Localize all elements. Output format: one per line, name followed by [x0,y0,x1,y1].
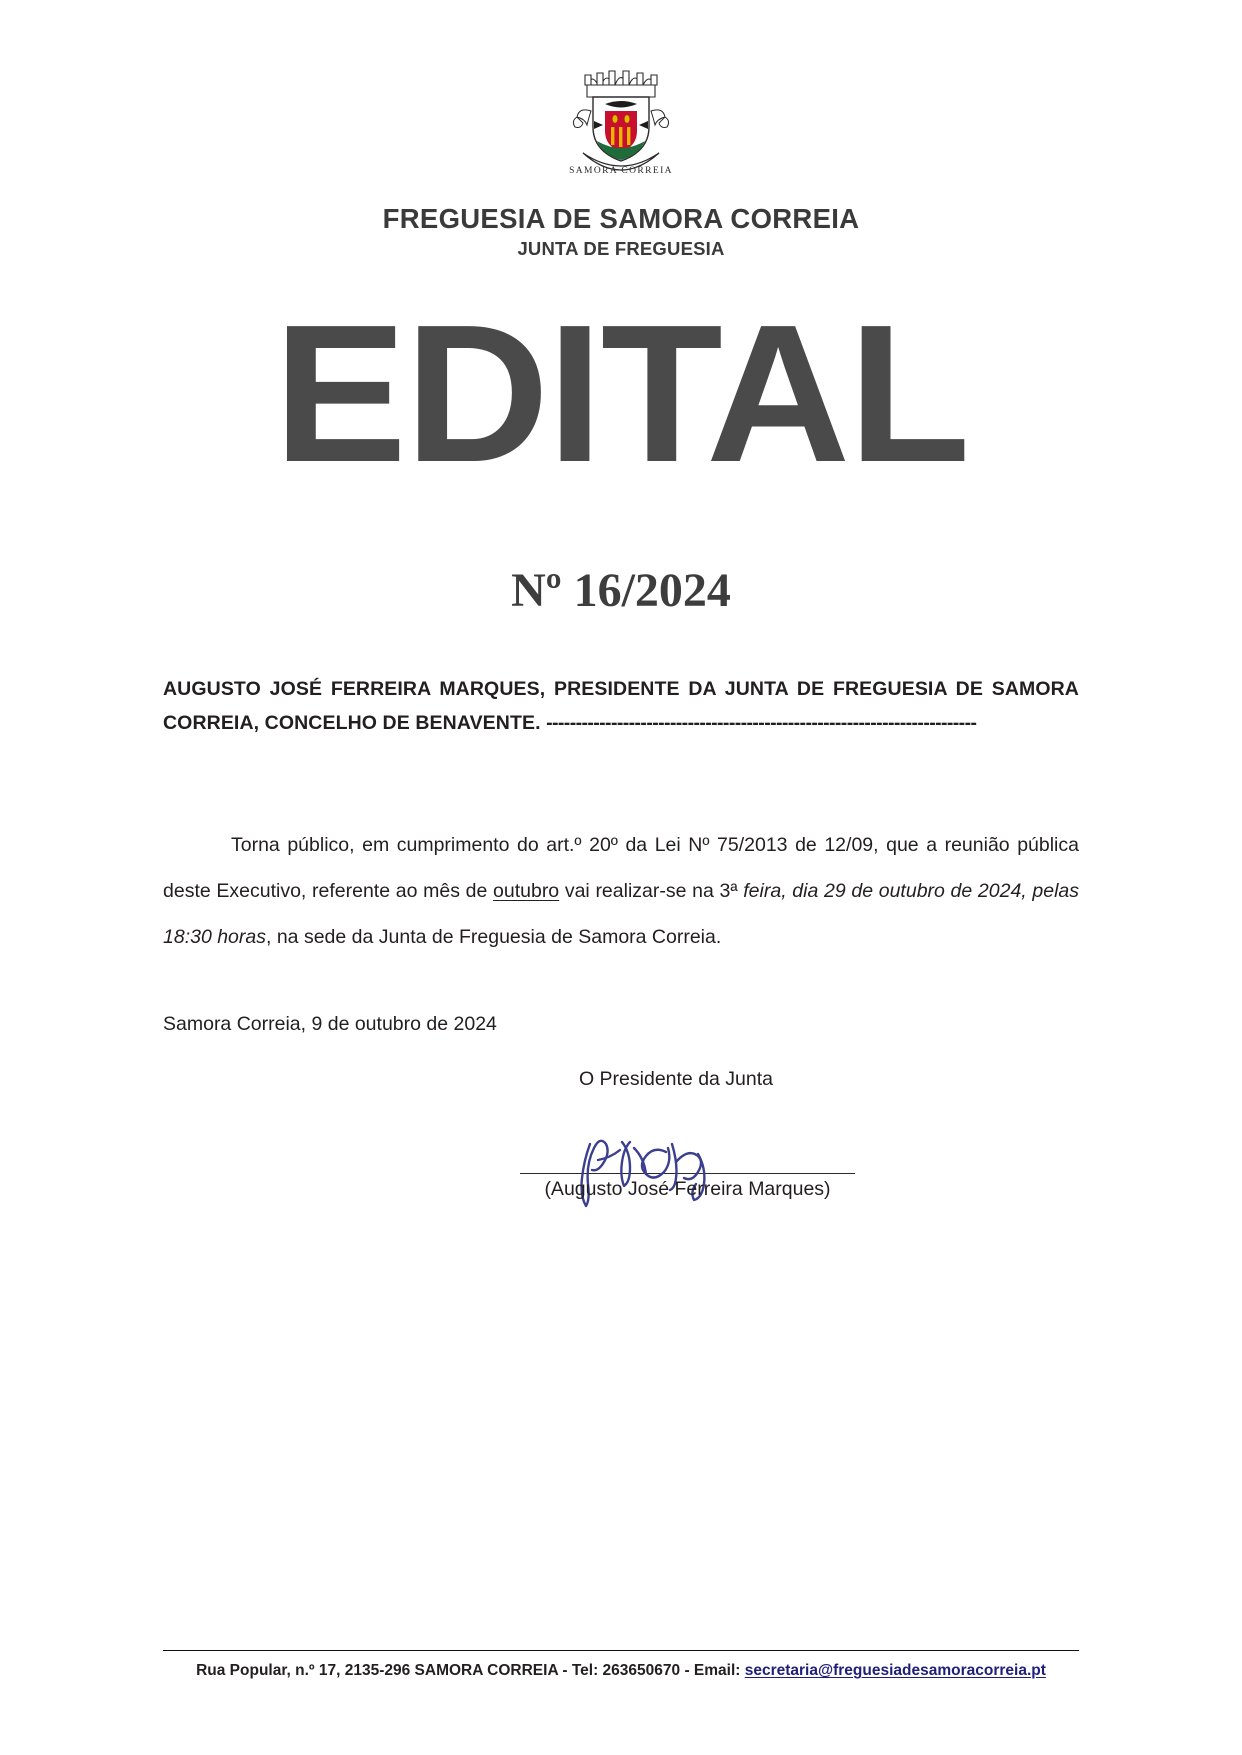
meeting-datetime-italic: feira, dia 29 de outubro de 2024, pelas 18:30 horas [163,880,1080,948]
organization-subtitle: JUNTA DE FREGUESIA [517,238,725,259]
announcement-segment-3: , na sede da Junta de Freguesia de Samora Correia. [266,926,722,948]
signatory-name: (Augusto José Ferreira Marques) [544,1178,831,1200]
footer-divider [163,1650,1079,1651]
document-body [163,672,1079,1039]
place-and-date: Samora Correia, 9 de outubro de 2024 [163,1013,497,1035]
organization-name: FREGUESIA DE SAMORA CORREIA [382,203,860,234]
announcement-segment-1: Torna público, em cumprimento do art.º 20º da Lei Nº 75/2013 de 12/09, que a reunião pública deste Executivo, referente ao mês de [163,834,1079,902]
edital-number: Nº 16/2024 [511,564,731,617]
signature-block [520,1120,900,1230]
announcement-paragraph [163,740,1079,960]
samora-correia-coat-of-arms-icon [561,55,681,183]
declarant-text: AUGUSTO JOSÉ FERREIRA MARQUES, PRESIDENTE DA JUNTA DE FREGUESIA DE SAMORA CORREIA, CONCELHO DE BENAVENTE. [163,678,1079,734]
crest-motto-text: SAMORA CORREIA [569,166,673,176]
page-title: EDITAL [273,284,969,503]
footer-address: Rua Popular, n.º 17, 2135-296 SAMORA CORREIA - Tel: 263650670 - Email: [196,1662,745,1679]
month-underlined: outubro [493,880,560,902]
declarant-statement [163,672,1079,740]
signature-role: O Presidente da Junta [578,1068,774,1090]
filler-dashes: ------------------------------------------------------------------------- [546,712,977,734]
announcement-segment-2: vai realizar-se na 3ª [559,880,744,902]
footer-contact [0,1662,1242,1680]
coat-of-arms-container [0,55,1242,183]
footer-email-link[interactable]: secretaria@freguesiadesamoracorreia.pt [744,1662,1046,1679]
